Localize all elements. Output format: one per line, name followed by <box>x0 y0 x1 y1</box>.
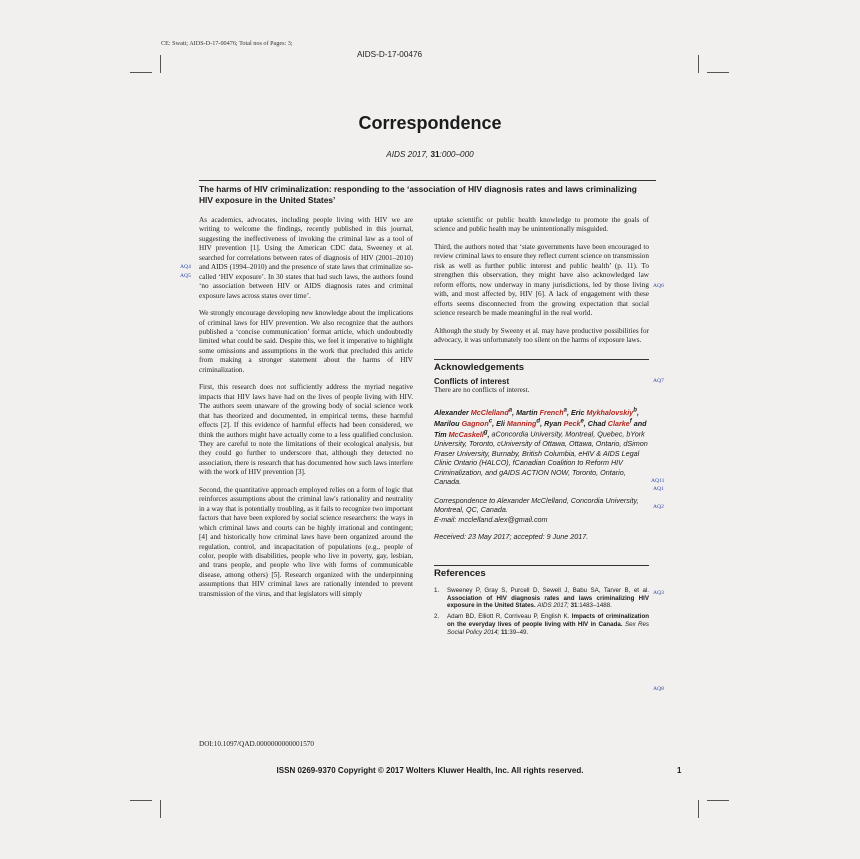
author-name: Marilou Gagnon$^c$, <box>434 418 497 429</box>
references-list <box>434 587 649 637</box>
correspondence: Correspondence to Alexander McClelland, Concordia University, Montreal, QC, Canada. E-mail: mcclelland.alex@gmail.com <box>434 495 639 524</box>
email[interactable]: E-mail: mcclelland.alex@gmail.com <box>434 514 548 524</box>
author-name: Martin French$^a$, <box>516 407 571 418</box>
author-name: Eli Manning$^d$, <box>496 418 545 429</box>
crop-mark <box>130 72 152 73</box>
conflicts-text: There are no conflicts of interest. <box>434 386 530 395</box>
crop-mark <box>160 800 161 818</box>
right-column <box>434 216 649 640</box>
citation-volume: 31 <box>430 150 440 159</box>
body-paragraph: First, this research does not sufficiently address the myriad negative impacts that HIV laws have had on the lives of people living with HIV. The authors seem unaware of the growing body of social science work that has theorized and documented, in empirical terms, these harmful effects [2]. If this evidence of harmful effects had been considered, we think the authors might have actually come to a less qualified conclusion. They are careful to note the limitations of their ecological analysis, but they could go further to underscore that, although they detected no association, there is research that has documented how such laws interfere with the work of HIV prevention [3]. <box>199 383 413 477</box>
author-query-marker[interactable]: AQ8 <box>653 686 664 692</box>
author-query-marker[interactable]: AQ3 <box>653 590 664 596</box>
body-paragraph: Although the study by Sweeny et al. may have productive possibilities for advocacy, it was unfortunately too silent on the harms of exposure laws. <box>434 326 649 344</box>
references-heading: References <box>434 565 649 582</box>
author-query-marker[interactable]: AQ2 <box>653 504 664 510</box>
author-query-marker[interactable]: AQ1 <box>653 486 664 492</box>
crop-mark <box>160 55 161 73</box>
citation-journal: AIDS 2017, <box>386 150 429 159</box>
crop-mark <box>707 800 729 801</box>
citation <box>0 150 860 159</box>
acknowledgements-heading: Acknowledgements <box>434 359 649 376</box>
author-byline <box>434 407 649 487</box>
author-query-marker[interactable]: AQ7 <box>653 378 664 384</box>
page-title: Correspondence <box>358 113 502 133</box>
article-id: AIDS-D-17-00476 <box>357 50 423 59</box>
body-paragraph: We strongly encourage developing new knowledge about the implications of criminal laws for HIV prevention. We also recognize that the authors published a ‘concise communication’ format article, which undoubtedly limited what could be said. Despite this, we feel it imperative to highlight some omissions and assumptions in the work that precluded this article from making a stronger statement about the harms of HIV criminalization. <box>199 309 413 374</box>
author-query-marker[interactable]: AQ5 <box>180 273 191 279</box>
author-name: Alexander McClelland$^a$, <box>434 407 517 418</box>
author-query-marker[interactable]: AQ11 <box>651 478 665 484</box>
author-query-marker[interactable]: AQ6 <box>653 283 664 289</box>
author-name: Eric Mykhalovskiy$^b$, <box>570 407 639 418</box>
body-paragraph: As academics, advocates, including people living with HIV we are writing to welcome the findings, recently published in this journal, suggesting the ineffectiveness of invoking the criminal law as a tool of HIV prevention [1]. Using the American CDC data, Sweeney et al. searched for correlations between rates of diagnosis of HIV (2001–2010) and AIDS (1994–2010) and the presence of state laws that criminalize so-called ‘HIV exposure’. In 30 states that had such laws, the authors found ‘no association between HIV or AIDS diagnosis rates and criminal exposure laws across states over time’. <box>199 216 413 300</box>
left-column <box>199 216 413 607</box>
crop-mark <box>698 55 699 73</box>
received-dates: Received: 23 May 2017; accepted: 9 June 2017. <box>434 531 589 541</box>
author-name: Ryan Peck$^e$, <box>544 418 588 429</box>
title-rule <box>199 180 656 181</box>
body-paragraph: Third, the authors noted that ‘state governments have been encouraged to review criminal laws to ensure they reflect current science on transmission risk as well as further public interest and public health’ (p. 11). To strengthen this observation, they might have also acknowledged law reform efforts, now underway in many jurisdictions, led by those living with, and most affected by, HIV [6]. A lack of engagement with these efforts seems disconnected from the growing expectation that social science research be made meaningful in the real world. <box>434 242 649 318</box>
header-meta: CE: Swati; AIDS-D-17-00476; Total nos of Pages: 3; <box>161 40 293 47</box>
reference-item: 1. Sweeney P, Gray S, Purcell D, Sewell J, Babu SA, Tarver B, et al. Association of HIV diagnosis rates and laws criminalizing HIV exposure in the United States. AIDS 2017; 31:1483–1488. <box>434 586 649 610</box>
body-paragraph: uptake scientific or public health knowledge to promote the goals of science and public health may be unintentionally misguided. <box>434 216 649 234</box>
crop-mark <box>707 72 729 73</box>
author-affiliations: aConcordia University, Montreal, Quebec, bYork University, Toronto, cUniversity of Ottawa, Ottawa, Ontario, dSimon Fraser University, Burnaby, British Columbia, eHIV & AIDS Legal Clinic Ontario (HALCO), fCanadian Coalition to Reform HIV Criminalization, and gAIDS ACTION NOW, Toronto, Ontario, Canada. <box>434 429 648 487</box>
article-title: The harms of HIV criminalization: responding to the ‘association of HIV diagnosis rates and laws criminalizing HIV exposure in the United States’ <box>199 184 637 205</box>
conflicts-heading: Conflicts of interest <box>434 376 510 386</box>
crop-mark <box>130 800 152 801</box>
crop-mark <box>698 800 699 818</box>
page-number: 1 <box>677 766 682 775</box>
footer-copyright: ISSN 0269-9370 Copyright © 2017 Wolters Kluwer Health, Inc. All rights reserved. <box>276 766 584 775</box>
reference-item: 2. Adam BD, Elliott R, Corriveau P, English K. Impacts of criminalization on the everyday lives of people living with HIV in Canada. Sex Res Social Policy 2014; 11:39–49. <box>434 613 650 636</box>
doi: DOI:10.1097/QAD.0000000000001570 <box>199 740 314 748</box>
author-query-marker[interactable]: AQ4 <box>180 264 191 270</box>
citation-pages: :000–000 <box>439 150 474 159</box>
body-paragraph: Second, the quantitative approach employed relies on a form of logic that reinforces assumptions about the criminal law's rationality and neutrality in a way that is potentially troubling, as it fails to recognize two important factors that have been explored by social science researchers: the ways in which criminal laws and courts can be highly irrational and contingent; [4] and historically how criminal laws have been organized around the regulation, control, and incapacitation of populations (e.g., people of color, people with disabilities, people who live in poverty, gay, lesbian, and trans people, and people who live with forms of communicable disease, among others) [5]. Research organized with the underpinning assumptions that HIV criminal laws are rationally intended to prevent transmission of the virus, and that legislators will simply <box>199 485 413 598</box>
author-name: Chad Clarke$^f$ and <box>587 418 647 429</box>
author-name: Tim McCaskell$^g$, <box>434 429 492 439</box>
